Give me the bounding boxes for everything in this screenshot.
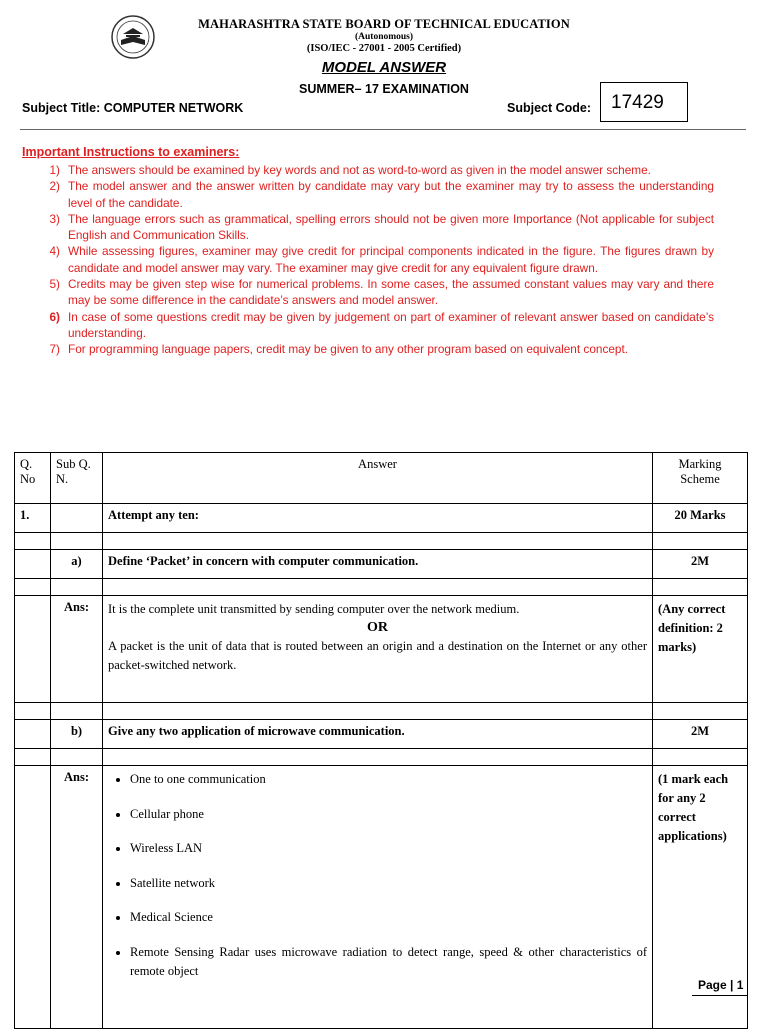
qa-or: OR bbox=[367, 620, 388, 635]
q1-number: 1. bbox=[15, 504, 51, 533]
qb-answer bbox=[103, 766, 653, 1029]
q1-text: Attempt any ten: bbox=[103, 504, 653, 533]
qb-question: Give any two application of microwave communication. bbox=[103, 720, 653, 749]
header-divider bbox=[20, 129, 746, 130]
table-row bbox=[15, 596, 748, 703]
qb-marks: 2M bbox=[653, 720, 748, 749]
instruction-item: 4) While assessing figures, examiner may give credit for principal components indicated in the figure. The figures drawn by candidate and model answer may vary. The examiner may give credit for any equivalent figure drawn. bbox=[49, 244, 714, 275]
instruction-item: 2) The model answer and the answer written by candidate may vary but the examiner may try to assess the understanding level of the candidate. bbox=[49, 179, 714, 210]
list-item: • Satellite network bbox=[130, 874, 647, 893]
qa-answer bbox=[103, 596, 653, 703]
instruction-item: 1) The answers should be examined by key words and not as word-to-word as given in the model answer scheme. bbox=[49, 163, 651, 177]
list-item: • Medical Science bbox=[130, 908, 647, 927]
header-subqn: Sub Q. N. bbox=[51, 453, 103, 504]
subject-code-box: 17429 bbox=[600, 82, 688, 122]
qb-application-list bbox=[108, 770, 647, 981]
list-item: • Remote Sensing Radar uses microwave radiation to detect range, speed & other characteristics of remote object bbox=[130, 943, 647, 981]
list-item: • One to one communication bbox=[130, 770, 647, 789]
footer-divider bbox=[692, 995, 747, 996]
model-answer-title: MODEL ANSWER bbox=[321, 59, 447, 76]
header-marking: Marking Scheme bbox=[653, 453, 748, 504]
instruction-item: 3) The language errors such as grammatical, spelling errors should not be given more Importance (Not applicable for subject English and Communication Skills. bbox=[49, 211, 714, 243]
qa-question: Define ‘Packet’ in concern with computer communication. bbox=[103, 550, 653, 579]
table-header-row bbox=[15, 453, 748, 504]
list-item: • Wireless LAN bbox=[130, 839, 647, 858]
qa-scheme: (Any correct definition: 2 marks) bbox=[653, 596, 748, 703]
instruction-item: 6) In case of some questions credit may be given by judgement on part of examiner of relevant answer based on candidate’s understanding. bbox=[49, 309, 714, 340]
instructions-list bbox=[22, 162, 714, 358]
board-certified: (ISO/IEC - 27001 - 2005 Certified) bbox=[306, 43, 462, 54]
qa-marks: 2M bbox=[653, 550, 748, 579]
instruction-item: 7) For programming language papers, credit may be given to any other program based on equivalent concept. bbox=[49, 342, 629, 357]
table-row bbox=[15, 766, 748, 1029]
subject-title: Subject Title: COMPUTER NETWORK bbox=[22, 101, 244, 115]
instructions-heading: Important Instructions to examiners: bbox=[22, 145, 240, 159]
table-row bbox=[15, 550, 748, 579]
qb-sub: b) bbox=[51, 720, 103, 749]
board-name: MAHARASHTRA STATE BOARD OF TECHNICAL EDUCATION bbox=[198, 17, 570, 31]
header-answer: Answer bbox=[103, 453, 653, 504]
qa-answer-line1: It is the complete unit transmitted by sending computer over the network medium. bbox=[108, 602, 520, 616]
qa-ans-label: Ans: bbox=[51, 596, 103, 703]
page-number: Page | 1 bbox=[698, 978, 744, 992]
qb-scheme: (1 mark each for any 2 correct applications) bbox=[653, 766, 748, 1029]
instruction-item: 5) Credits may be given step wise for numerical problems. In some cases, the assumed constant values may vary and there may be some difference in the candidate’s answers and model answer. bbox=[49, 277, 714, 308]
subject-code-label: Subject Code: bbox=[507, 101, 592, 115]
qb-ans-label: Ans: bbox=[51, 766, 103, 1029]
table-row bbox=[15, 720, 748, 749]
board-autonomous: (Autonomous) bbox=[354, 32, 414, 42]
qa-answer-line2: A packet is the unit of data that is routed between an origin and a destination on the Internet or any other packet-switched network. bbox=[108, 639, 647, 672]
model-answer-table bbox=[14, 452, 748, 1029]
q1-marks: 20 Marks bbox=[653, 504, 748, 533]
exam-name: SUMMER– 17 EXAMINATION bbox=[299, 82, 469, 96]
header-qno: Q. No bbox=[15, 453, 51, 504]
table-row bbox=[15, 504, 748, 533]
list-item: • Cellular phone bbox=[130, 805, 647, 824]
qa-sub: a) bbox=[51, 550, 103, 579]
